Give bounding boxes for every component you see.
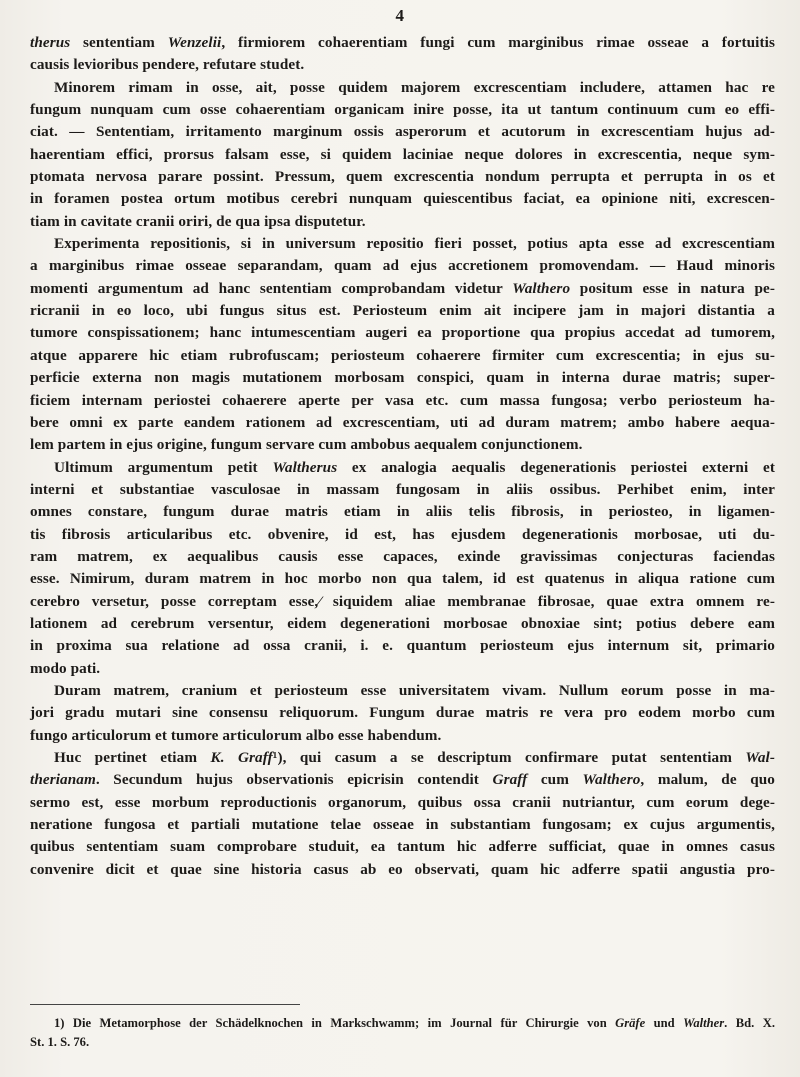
text-line (30, 278, 775, 300)
text-run: , malum, de quo (640, 771, 775, 789)
text-run: positum esse in natura pe- (570, 279, 775, 297)
text-line (30, 345, 775, 367)
text-run: ¹), qui casum a se descriptum confirmare putat sententiam (272, 749, 746, 766)
text-run: fungo articulorum et tumore articulorum albo esse habendum. (30, 726, 442, 744)
text-run: ram matrem, ex aequalibus causis esse capaces, exinde gravissimas conjecturas faciendas (30, 547, 775, 565)
text-run: in foramen postea ortum motibus cerebri nunquam quiescentibus faciat, ea opinione niti, excrescen- (30, 190, 775, 208)
italic-text: Walthero (512, 279, 571, 297)
text-line (30, 54, 775, 76)
text-run: tiam in cavitate cranii oriri, de qua ipsa disputetur. (30, 212, 366, 230)
text-run: 1) Die Metamorphose der Schädelknochen in Markschwamm; im Journal für Chirurgie von (54, 1016, 616, 1030)
text-line (30, 188, 775, 210)
text-run: jori gradu mutari sine consensu reliquorum. Fungum durae matris re vera pro eodem morbo cum (30, 704, 775, 722)
text-run: neratione fungosa et partiali mutatione telae osseae in substantiam fungosam; ex cujus argumentis, (30, 816, 775, 834)
text-run: . Secundum hujus observationis epicrisin contendit (95, 771, 493, 789)
text-run: a marginibus rimae osseae separandam, quam ad ejus accretionem promovendam. — Haud minoris (30, 257, 775, 275)
italic-text: Waltherus (272, 458, 338, 476)
text-run: ciat. — Sententiam, irritamento marginum ossis asperorum et acutorum in excrescentiam hujus ad- (30, 123, 775, 141)
body-text (30, 32, 775, 881)
text-run: convenire dicit et quae sine historia casus ab eo observati, quam hic adferre spatii angustia pro- (30, 860, 775, 878)
italic-text: K. Graff (210, 749, 273, 766)
text-line (30, 769, 775, 791)
page-number: 4 (395, 6, 405, 25)
text-run: ficiem internam periostei cohaerere aperte per vasa etc. cum massa fungosa; verbo periosteum ha- (30, 391, 775, 409)
text-line (30, 121, 775, 143)
text-line (30, 367, 775, 389)
footnote (30, 1014, 775, 1052)
text-line (30, 457, 775, 479)
text-line (30, 412, 775, 434)
text-line (30, 99, 775, 121)
text-line (30, 144, 775, 166)
text-run: haerentiam effici, prorsus falsam esse, si quidem laciniae neque dolores in excrescentia, neque sym- (30, 145, 775, 163)
text-run: interni et substantiae vasculosae in massam fungosam in aliis ossibus. Perhibet enim, inter (30, 480, 775, 498)
text-line (30, 434, 775, 456)
text-run: ricranii in eo loco, ubi fungus situs est. Periosteum enim ait incipere jam in majori distantia a (30, 302, 775, 320)
italic-text: Gräfe (615, 1016, 646, 1030)
text-line (30, 322, 775, 344)
text-run: perficie externa non magis mutationem morbosam conspici, quam in interna durae matris; super- (30, 369, 775, 387)
text-run: sermo est, esse morbum reproductionis organorum, quibus ossa cranii nutriantur, cum eorum dege- (30, 793, 775, 811)
text-line (30, 836, 775, 858)
text-run: Duram matrem, cranium et periosteum esse universitatem vivam. Nullum eorum posse in ma- (54, 681, 775, 699)
text-line (30, 658, 775, 680)
text-run: atque apparere hic etiam rubrofuscam; periosteum cohaerere firmiter cum excrescentia; in ejus su- (30, 346, 775, 364)
text-run: Experimenta repositionis, si in universum repositio fieri posset, potius apta esse ad excrescentiam (54, 235, 775, 253)
text-line (30, 591, 775, 613)
text-line (30, 233, 775, 255)
text-run: sententiam (70, 34, 168, 51)
text-line (30, 166, 775, 188)
italic-text: Wal- (745, 749, 776, 766)
italic-text: Wenzelii (167, 34, 222, 51)
text-run: lem partem in ejus origine, fungum servare cum ambobus aequalem conjunctionem. (30, 436, 583, 454)
text-run: ptomata nervosa parare possint. Pressum, quem excrescentia nondum perrupta et perrupta in os et (30, 168, 775, 186)
text-run: modo pati. (30, 659, 101, 677)
text-line (30, 792, 775, 814)
text-line (30, 814, 775, 836)
text-run: tumore conspissationem; hanc intumescentiam augeri ea proportione qua propius accedat ad tumorem, (30, 324, 775, 342)
text-run: und (645, 1016, 684, 1030)
text-run: causis levioribus pendere, refutare studet. (30, 56, 305, 74)
text-run: Huc pertinet etiam (54, 749, 211, 766)
text-line (30, 501, 775, 523)
text-run: fungum nunquam cum osse cohaerentiam organicam inire posse, ita ut tantum continuum cum eo effi- (30, 101, 775, 119)
text-line (30, 613, 775, 635)
text-run: St. 1. S. 76. (30, 1035, 90, 1049)
text-run: , firmiorem cohaerentiam fungi cum marginibus rimae osseae a fortuitis (221, 34, 775, 51)
text-line (30, 635, 775, 657)
text-line (30, 524, 775, 546)
text-line (30, 680, 775, 702)
text-line (30, 300, 775, 322)
text-run: Ultimum argumentum petit (54, 458, 273, 476)
italic-text: Walthero (582, 771, 641, 789)
italic-text: Walther (683, 1016, 725, 1030)
text-line (30, 211, 775, 233)
text-line (30, 725, 775, 747)
italic-text: Graff (492, 771, 528, 789)
text-run: cerebro versetur, posse correptam esse,⁄ siquidem aliae membranae fibrosae, quae extra omnem re- (30, 592, 775, 610)
footnote-separator (30, 1004, 300, 1005)
text-run: in proxima sua relatione ad ossa cranii, i. e. quantum periosteum ejus internum sit, primario (30, 637, 775, 655)
italic-text: therianam (30, 771, 96, 789)
text-run: quibus sententiam suam comprobare studuit, ea tantum hic adferre sufficiat, quae in omnes casus (30, 838, 775, 856)
text-line (30, 1033, 775, 1052)
italic-text: therus (30, 34, 71, 51)
text-line (30, 32, 775, 54)
text-line (30, 747, 775, 769)
text-run: Minorem rimam in osse, ait, posse quidem majorem excrescentiam includere, attamen hac re (54, 78, 775, 96)
text-run: tis fibrosis articularibus etc. obvenire, id est, has ejusdem degenerationis morbosae, uti du- (30, 525, 775, 543)
text-line (30, 479, 775, 501)
text-line (30, 77, 775, 99)
text-run: esse. Nimirum, duram matrem in hoc morbo non qua talem, id est quatenus in aliqua ratione cum (30, 570, 775, 588)
text-run: cum (527, 771, 583, 789)
text-line (30, 255, 775, 277)
text-run: ex analogia aequalis degenerationis periostei externi et (337, 458, 776, 476)
text-run: . Bd. X. (724, 1016, 775, 1030)
text-run: lationem ad cerebrum versentur, eidem degenerationi morbosae obnoxiae sint; potius debere eam (30, 614, 775, 632)
text-line (30, 546, 775, 568)
text-run: bere omni ex parte eandem rationem ad excrescentiam, uti ad duram matrem; ambo habere aequa- (30, 413, 775, 431)
text-line (30, 568, 775, 590)
text-line (30, 1014, 775, 1033)
text-line (30, 702, 775, 724)
text-line (30, 390, 775, 412)
text-run: momenti argumentum ad hanc sententiam comprobandam videtur (30, 279, 513, 297)
text-run: omnes constare, fungum durae matris etiam in aliis telis fibrosis, in periosteo, in ligamen- (30, 503, 775, 521)
text-line (30, 859, 775, 881)
